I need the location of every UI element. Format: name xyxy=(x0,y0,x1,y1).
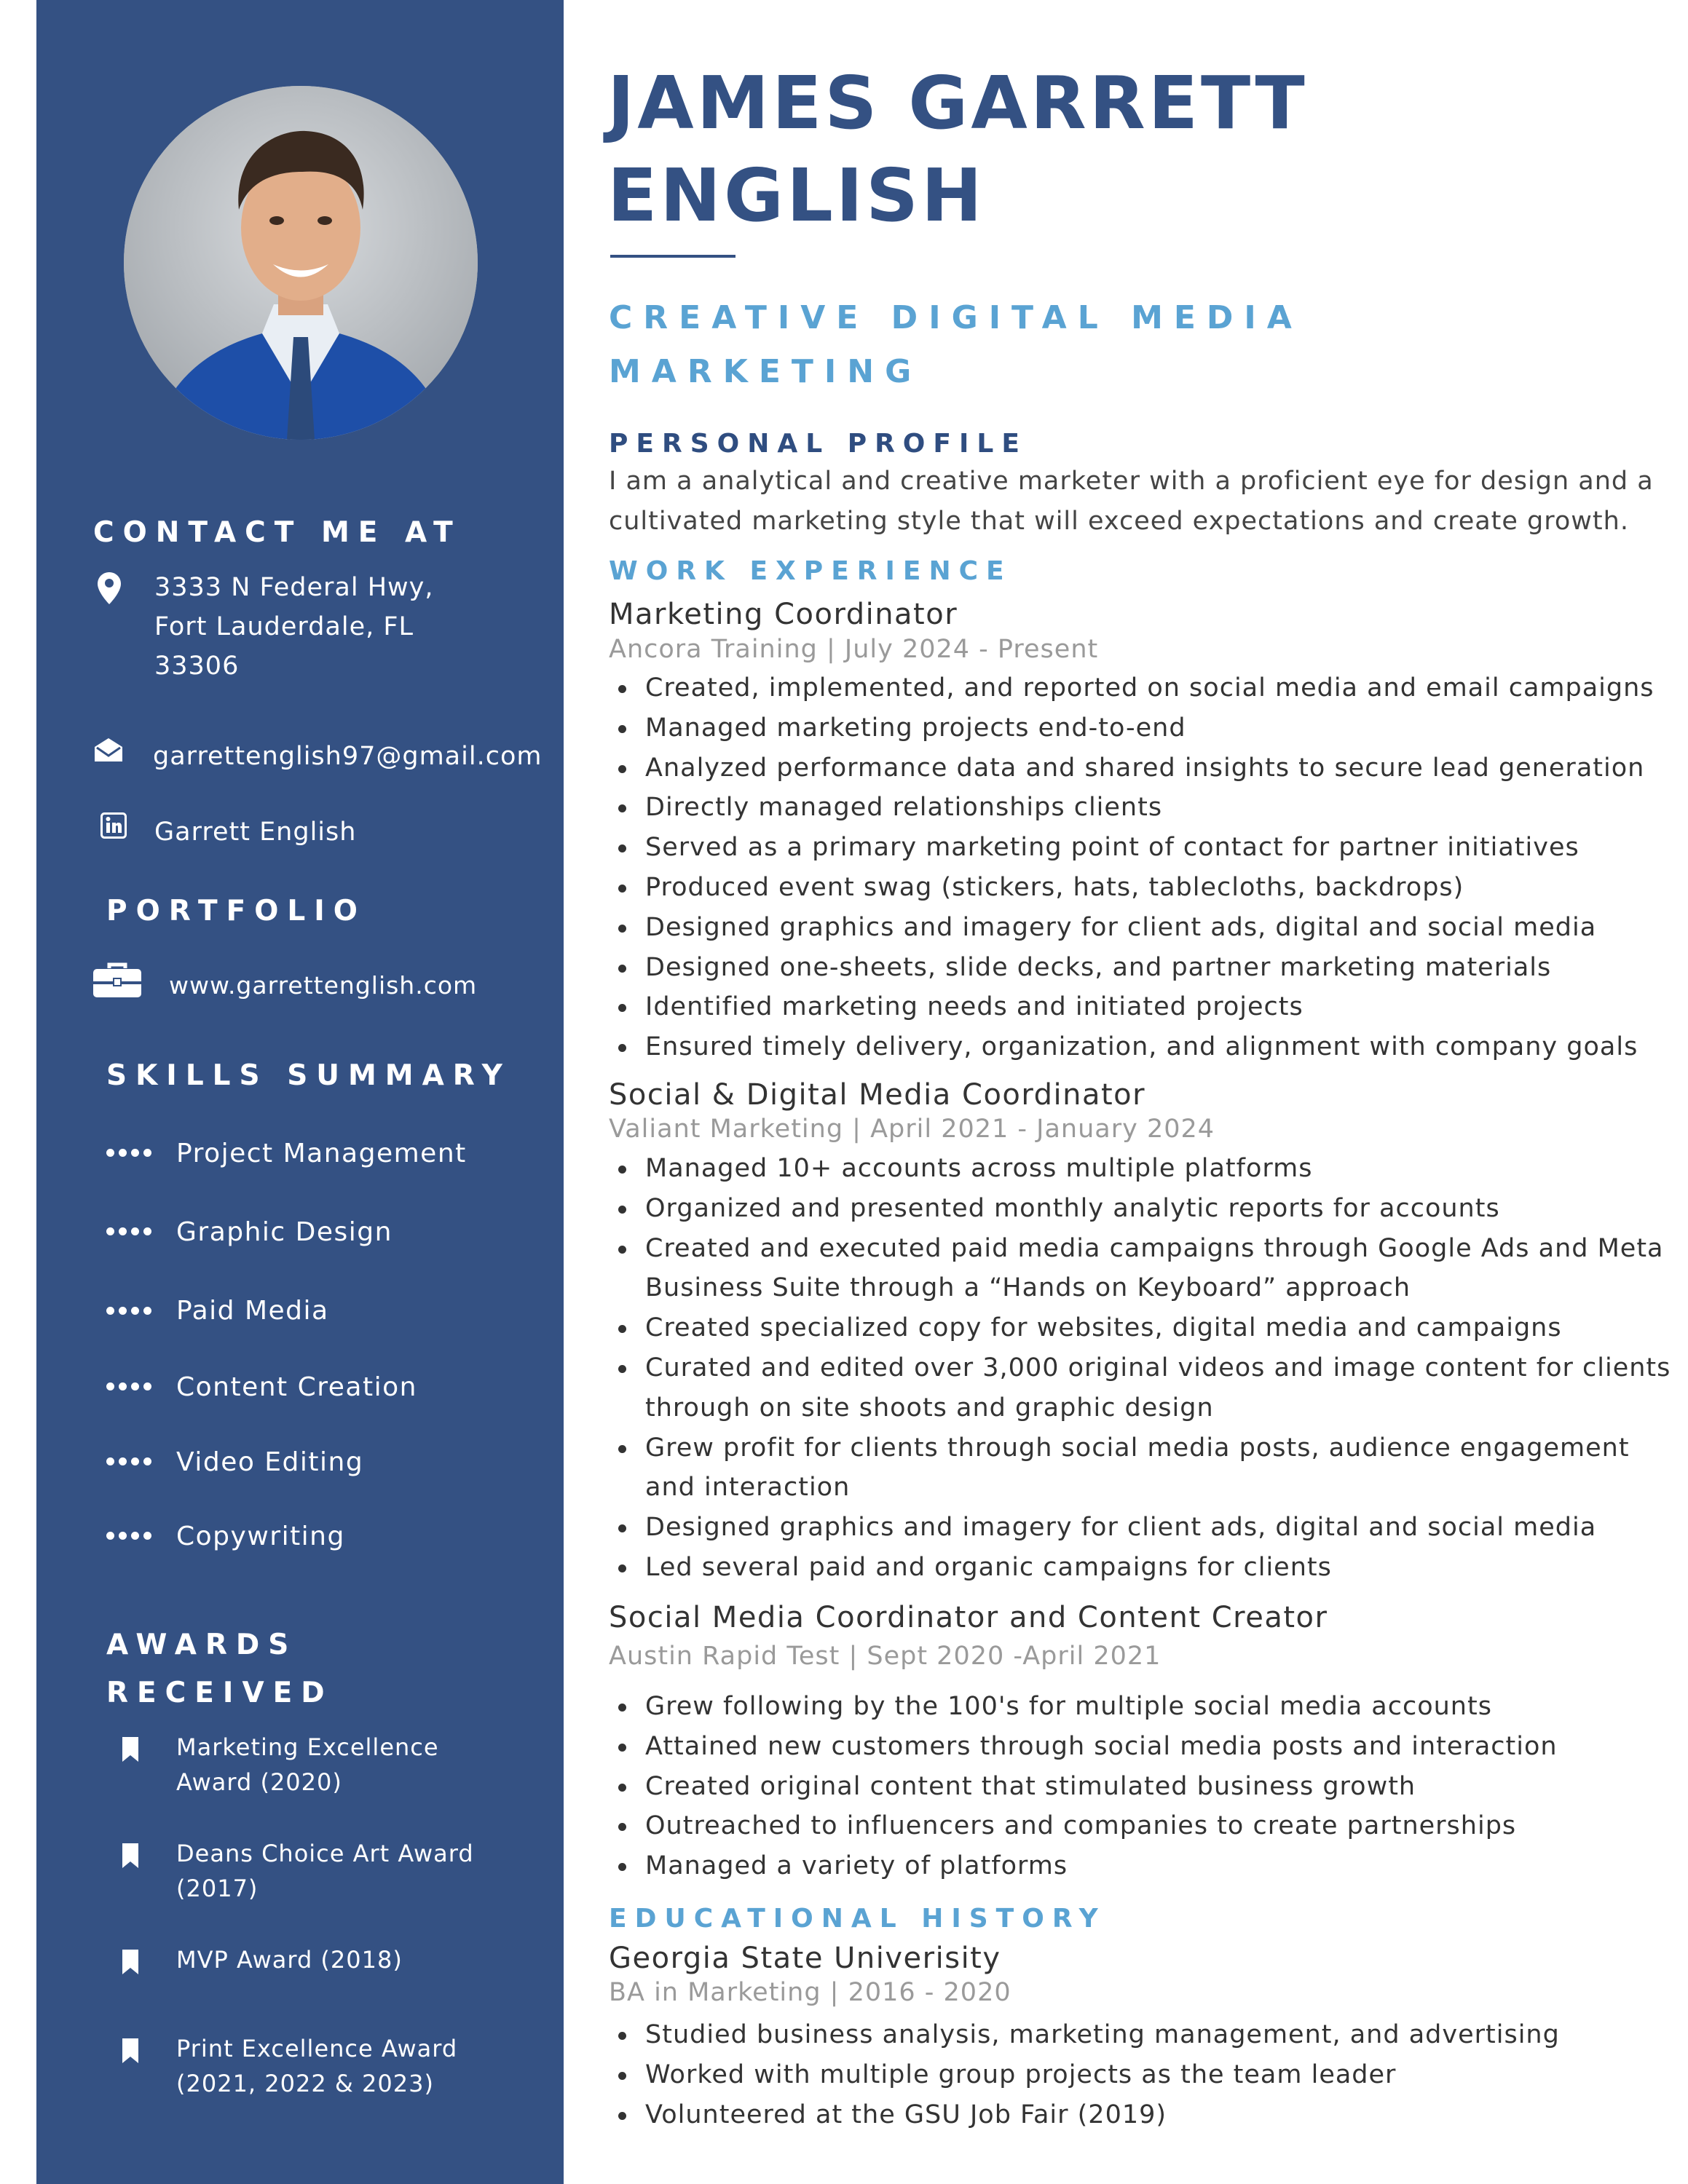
profile-line: cultivated marketing style that will exceed expectations and create growth. xyxy=(609,507,1629,536)
job-bullet-list xyxy=(609,668,1655,1067)
contact-heading: CONTACT ME AT xyxy=(93,516,462,549)
skill-rating-dots xyxy=(106,1382,151,1390)
award-item-line: (2021, 2022 & 2023) xyxy=(176,2070,434,2097)
job-title: Marketing Coordinator xyxy=(609,598,958,631)
job-bullet xyxy=(609,1229,1671,1309)
job-bullet: Created, implemented, and reported on social media and email campaigns xyxy=(609,668,1655,708)
full-name xyxy=(607,57,1308,242)
awards-heading-line-1: AWARDS xyxy=(106,1629,298,1661)
job-tagline xyxy=(609,291,1303,399)
skill-rating-dots xyxy=(106,1149,151,1157)
award-item-line: Award (2020) xyxy=(176,1768,342,1796)
job-bullet: Created specialized copy for websites, digital media and campaigns xyxy=(609,1308,1671,1348)
bookmark-icon xyxy=(122,1843,138,1871)
skill-item: Video Editing xyxy=(176,1447,364,1477)
job-bullet: Designed one-sheets, slide decks, and partner marketing materials xyxy=(609,948,1655,988)
job-title: Social & Digital Media Coordinator xyxy=(609,1078,1146,1112)
job-bullet: Managed 10+ accounts across multiple platforms xyxy=(609,1149,1671,1189)
linkedin-icon xyxy=(100,812,127,842)
skill-item: Graphic Design xyxy=(176,1217,393,1247)
skill-rating-dots xyxy=(106,1457,151,1465)
education-bullet: Worked with multiple group projects as the team leader xyxy=(609,2055,1560,2095)
job-bullet: Attained new customers through social media posts and interaction xyxy=(609,1727,1558,1767)
name-line-1: JAMES GARRETT xyxy=(607,60,1308,146)
job-bullet: Produced event swag (stickers, hats, tablecloths, backdrops) xyxy=(609,868,1655,908)
address-line-2: Fort Lauderdale, FL xyxy=(154,612,414,641)
name-divider xyxy=(610,255,735,258)
job-bullet: Outreached to influencers and companies to create partnerships xyxy=(609,1806,1558,1846)
skill-item: Content Creation xyxy=(176,1372,417,1402)
job-meta: Austin Rapid Test | Sept 2020 -April 2021 xyxy=(609,1642,1162,1671)
bullet-line: Created and executed paid media campaigns through Google Ads and Meta xyxy=(645,1233,1664,1263)
profile-line: I am a analytical and creative marketer with a proficient eye for design and a xyxy=(609,467,1654,496)
job-bullet-list xyxy=(609,1149,1671,1588)
education-bullet: Studied business analysis, marketing management, and advertising xyxy=(609,2015,1560,2055)
award-item-line: Deans Choice Art Award xyxy=(176,1840,474,1867)
award-item-line: Print Excellence Award xyxy=(176,2035,458,2062)
job-bullet: Directly managed relationships clients xyxy=(609,788,1655,828)
skill-rating-dots xyxy=(106,1307,151,1315)
skill-item: Project Management xyxy=(176,1139,467,1168)
job-bullet: Grew following by the 100's for multiple social media accounts xyxy=(609,1687,1558,1727)
skill-item: Paid Media xyxy=(176,1296,329,1326)
job-bullet: Identified marketing needs and initiated projects xyxy=(609,987,1655,1027)
school-name: Georgia State Univerisity xyxy=(609,1942,1001,1975)
skills-heading: SKILLS SUMMARY xyxy=(106,1059,511,1092)
job-bullet: Ensured timely delivery, organization, and alignment with company goals xyxy=(609,1027,1655,1067)
profile-photo xyxy=(124,86,478,440)
work-experience-heading: WORK EXPERIENCE xyxy=(609,556,1012,586)
bullet-line: through on site shoots and graphic design xyxy=(645,1393,1214,1423)
name-line-2: ENGLISH xyxy=(607,153,985,238)
award-item-line: (2017) xyxy=(176,1875,259,1902)
portfolio-heading: PORTFOLIO xyxy=(106,895,366,927)
bullet-line: Business Suite through a “Hands on Keyboard” approach xyxy=(645,1273,1411,1303)
job-bullet-list xyxy=(609,1687,1558,1886)
degree-meta: BA in Marketing | 2016 - 2020 xyxy=(609,1978,1011,2007)
education-bullet: Volunteered at the GSU Job Fair (2019) xyxy=(609,2095,1560,2135)
job-title: Social Media Coordinator and Content Creator xyxy=(609,1601,1328,1634)
bullet-line: and interaction xyxy=(645,1473,851,1503)
skill-rating-dots xyxy=(106,1532,151,1540)
education-bullet-list xyxy=(609,2015,1560,2134)
tagline-line-2: MARKETING xyxy=(609,353,923,390)
profile-heading: PERSONAL PROFILE xyxy=(609,429,1028,459)
job-bullet xyxy=(609,1428,1671,1508)
job-bullet: Managed marketing projects end-to-end xyxy=(609,708,1655,748)
bookmark-icon xyxy=(122,1737,138,1765)
job-bullet: Analyzed performance data and shared insights to secure lead generation xyxy=(609,748,1655,788)
award-item-line: MVP Award (2018) xyxy=(176,1946,403,1974)
job-meta: Valiant Marketing | April 2021 - January 2024 xyxy=(609,1115,1215,1144)
job-bullet: Served as a primary marketing point of contact for partner initiatives xyxy=(609,828,1655,868)
bookmark-icon xyxy=(122,2038,138,2066)
job-bullet: Designed graphics and imagery for client ads, digital and social media xyxy=(609,908,1655,948)
tagline-line-1: CREATIVE DIGITAL MEDIA xyxy=(609,299,1303,336)
job-bullet: Created original content that stimulated business growth xyxy=(609,1767,1558,1807)
job-bullet: Organized and presented monthly analytic reports for accounts xyxy=(609,1189,1671,1229)
education-heading: EDUCATIONAL HISTORY xyxy=(609,1904,1106,1934)
job-meta: Ancora Training | July 2024 - Present xyxy=(609,635,1099,664)
address-line-3: 33306 xyxy=(154,652,240,681)
envelope-icon xyxy=(95,738,122,764)
job-bullet: Designed graphics and imagery for client ads, digital and social media xyxy=(609,1508,1671,1548)
linkedin-link[interactable]: Garrett English xyxy=(154,818,357,847)
skill-item: Copywriting xyxy=(176,1522,345,1551)
job-bullet: Led several paid and organic campaigns for clients xyxy=(609,1548,1671,1588)
bullet-line: Grew profit for clients through social media posts, audience engagement xyxy=(645,1433,1630,1463)
bookmark-icon xyxy=(122,1950,138,1977)
skill-rating-dots xyxy=(106,1227,151,1235)
briefcase-icon xyxy=(93,962,141,1000)
award-item-line: Marketing Excellence xyxy=(176,1733,439,1761)
awards-heading-line-2: RECEIVED xyxy=(106,1677,334,1709)
address-line-1: 3333 N Federal Hwy, xyxy=(154,573,434,602)
location-pin-icon xyxy=(98,572,121,607)
job-bullet xyxy=(609,1348,1671,1428)
email-link[interactable]: garrettenglish97@gmail.com xyxy=(153,742,543,771)
portfolio-url-link[interactable]: www.garrettenglish.com xyxy=(169,971,478,1000)
bullet-line: Curated and edited over 3,000 original videos and image content for clients xyxy=(645,1353,1671,1382)
job-bullet: Managed a variety of platforms xyxy=(609,1846,1558,1886)
